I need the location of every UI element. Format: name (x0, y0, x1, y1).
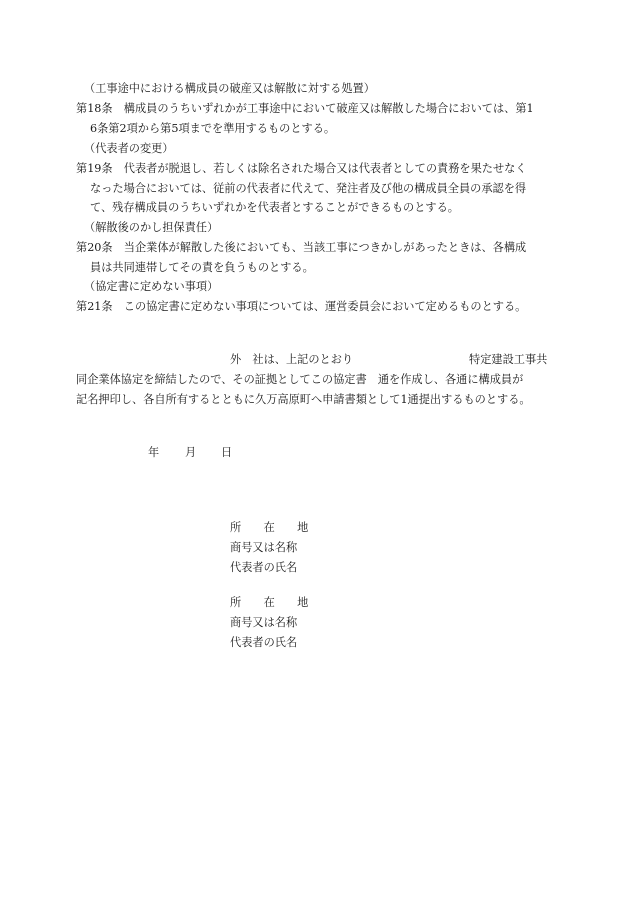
signatory-1-representative-label: 代表者の氏名 (230, 561, 298, 574)
signatory-block-2 (230, 593, 308, 653)
closing-line-1-left: 外 社は、上記のとおり (230, 353, 354, 366)
article-18-line-1: 第18条 構成員のうちいずれかが工事途中において破産又は解散した場合においては、第1 (76, 102, 534, 115)
signatory-2-representative-label: 代表者の氏名 (230, 636, 298, 649)
article-20-line-1: 第20条 当企業体が解散した後においても、当該工事につきかしがあったときは、各構成 (76, 241, 527, 254)
signatory-block-1 (230, 518, 308, 578)
heading-article-21: （協定書に定めない事項） (84, 280, 219, 293)
heading-article-19: （代表者の変更） (84, 142, 174, 155)
date-year-label: 年 (148, 446, 160, 459)
signatory-2-address-label: 所 在 地 (230, 596, 309, 609)
date-day-label: 日 (221, 446, 233, 459)
heading-article-18: （工事途中における構成員の破産又は解散に対する処置） (84, 82, 375, 95)
signatory-1-company-label: 商号又は名称 (230, 541, 298, 554)
closing-line-3: 記名押印し、各自所有するとともに久万高原町へ申請書類として1通提出するものとする。 (76, 392, 531, 406)
signatory-1-address-label: 所 在 地 (230, 521, 309, 534)
article-18 (76, 99, 564, 138)
article-18-line-2: 6条第2項から第5項までを準用するものとする。 (90, 121, 336, 135)
heading-article-20: （解散後のかし担保責任） (84, 221, 219, 234)
signatory-2-company-label: 商号又は名称 (230, 616, 298, 629)
date-month-label: 月 (185, 446, 197, 459)
article-19-line-3: て、残存構成員のうちいずれかを代表者とすることができるものとする。 (90, 201, 459, 214)
closing-line-1-right: 特定建設工事共 (469, 353, 548, 366)
closing-paragraph (76, 370, 576, 409)
article-19 (76, 159, 564, 218)
article-21-line-1: 第21条 この協定書に定めない事項については、運営委員会において定めるものとする。 (76, 300, 527, 313)
article-20 (76, 238, 564, 277)
article-21 (76, 297, 564, 317)
closing-line-2: 同企業体協定を締結したので、その証拠としてこの協定書 通を作成し、各通に構成員が (76, 373, 524, 386)
article-19-line-1: 第19条 代表者が脱退し、若しくは除名された場合又は代表者としての責務を果たせなく (76, 162, 527, 175)
article-19-line-2: なった場合においては、従前の代表者に代えて、発注者及び他の構成員全員の承認を得 (90, 181, 527, 195)
article-20-line-2: 員は共同連帯してその責を負うものとする。 (90, 260, 314, 274)
